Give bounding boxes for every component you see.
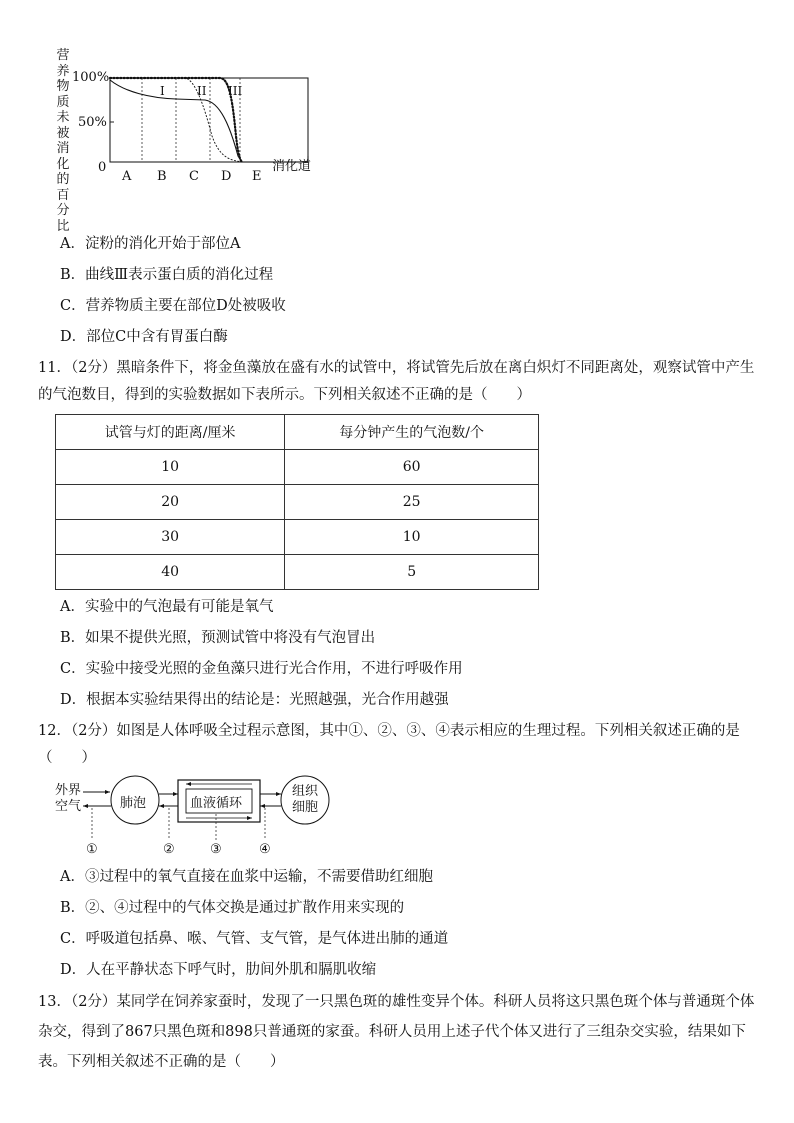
marker-3: ③ xyxy=(210,842,222,857)
y-tick-50: 50% xyxy=(78,115,107,130)
q12-option-c: C．呼吸道包括鼻、喉、气管、支气管，是气体进出肺的通道 xyxy=(60,931,449,947)
table-cell: 10 xyxy=(56,450,285,485)
x-tick-d: D xyxy=(221,169,232,184)
table-cell: 25 xyxy=(285,485,539,520)
table-row xyxy=(56,520,539,555)
q11-option-d: D．根据本实验结果得出的结论是：光照越强，光合作用越强 xyxy=(60,692,449,708)
q10-option-c: C．营养物质主要在部位D处被吸收 xyxy=(60,298,286,314)
tissue-label: 组织 细胞 xyxy=(292,784,319,815)
table-cell: 5 xyxy=(285,555,539,590)
q10-option-b: B．曲线Ⅲ表示蛋白质的消化过程 xyxy=(60,267,274,283)
q13-stem: 13．（2分）某同学在饲养家蚕时，发现了一只黑色斑的雄性变异个体。科研人员将这只黑色斑个体与普通斑个体杂交，得到了867只黑色斑和898只普通斑的家蚕。科研人员用上述子代个体又进行了三组杂交实验，结果如下表。下列相关叙述不正确的是（ ） xyxy=(38,994,755,1070)
table-row xyxy=(56,450,539,485)
x-tick-e: E xyxy=(252,169,262,184)
table-row xyxy=(56,485,539,520)
curve-1 xyxy=(110,80,242,162)
table-header: 试管与灯的距离/厘米 xyxy=(56,415,285,450)
graph-y-axis-label: 营养物质未被消化的百分比 xyxy=(56,48,70,234)
q11-stem: 11．（2分）黑暗条件下，将金鱼藻放在盛有水的试管中，将试管先后放在离白炽灯不同距离处，观察试管中产生的气泡数目，得到的实验数据如下表所示。下列相关叙述不正确的是（ ） xyxy=(38,360,755,403)
curve-label-2: II xyxy=(197,84,207,98)
y-tick-0: 0 xyxy=(98,160,107,175)
q12-option-b: B．②、④过程中的气体交换是通过扩散作用来实现的 xyxy=(60,900,405,916)
x-tick-c: C xyxy=(189,169,199,184)
q12-option-a: A．③过程中的氧气直接在血浆中运输，不需要借助红细胞 xyxy=(60,869,433,885)
q11-option-a: A．实验中的气泡最有可能是氧气 xyxy=(60,599,274,615)
q12-option-d: D．人在平静状态下呼气时，肋间外肌和膈肌收缩 xyxy=(60,962,377,978)
q12-stem: 12．（2分）如图是人体呼吸全过程示意图，其中①、②、③、④表示相应的生理过程。下列相关叙述正确的是（ ） xyxy=(38,723,740,766)
x-axis-label: 消化道 xyxy=(272,159,312,174)
table-cell: 20 xyxy=(56,485,285,520)
marker-1: ① xyxy=(86,842,98,857)
marker-4: ④ xyxy=(259,842,271,857)
circulation-label: 血液循环 xyxy=(190,796,243,811)
alveoli-label: 肺泡 xyxy=(120,796,147,811)
table-header: 每分钟产生的气泡数/个 xyxy=(285,415,539,450)
q10-option-d: D．部位C中含有胃蛋白酶 xyxy=(60,329,228,345)
curve-label-1: I xyxy=(160,84,165,98)
outside-air-label: 外界 空气 xyxy=(55,783,82,814)
graph-frame xyxy=(110,78,308,162)
curve-label-3: III xyxy=(228,84,243,98)
x-tick-b: B xyxy=(157,169,167,184)
q10-option-a: A．淀粉的消化开始于部位A xyxy=(60,236,241,252)
table-header-row xyxy=(56,415,539,450)
marker-2: ② xyxy=(163,842,175,857)
table-row xyxy=(56,555,539,590)
q11-table xyxy=(55,414,539,590)
x-tick-a: A xyxy=(122,169,132,184)
table-cell: 10 xyxy=(285,520,539,555)
y-tick-100: 100% xyxy=(72,70,110,85)
table-cell: 40 xyxy=(56,555,285,590)
table-cell: 30 xyxy=(56,520,285,555)
table-cell: 60 xyxy=(285,450,539,485)
q11-option-b: B．如果不提供光照，预测试管中将没有气泡冒出 xyxy=(60,630,376,646)
q11-option-c: C．实验中接受光照的金鱼藻只进行光合作用，不进行呼吸作用 xyxy=(60,661,463,677)
